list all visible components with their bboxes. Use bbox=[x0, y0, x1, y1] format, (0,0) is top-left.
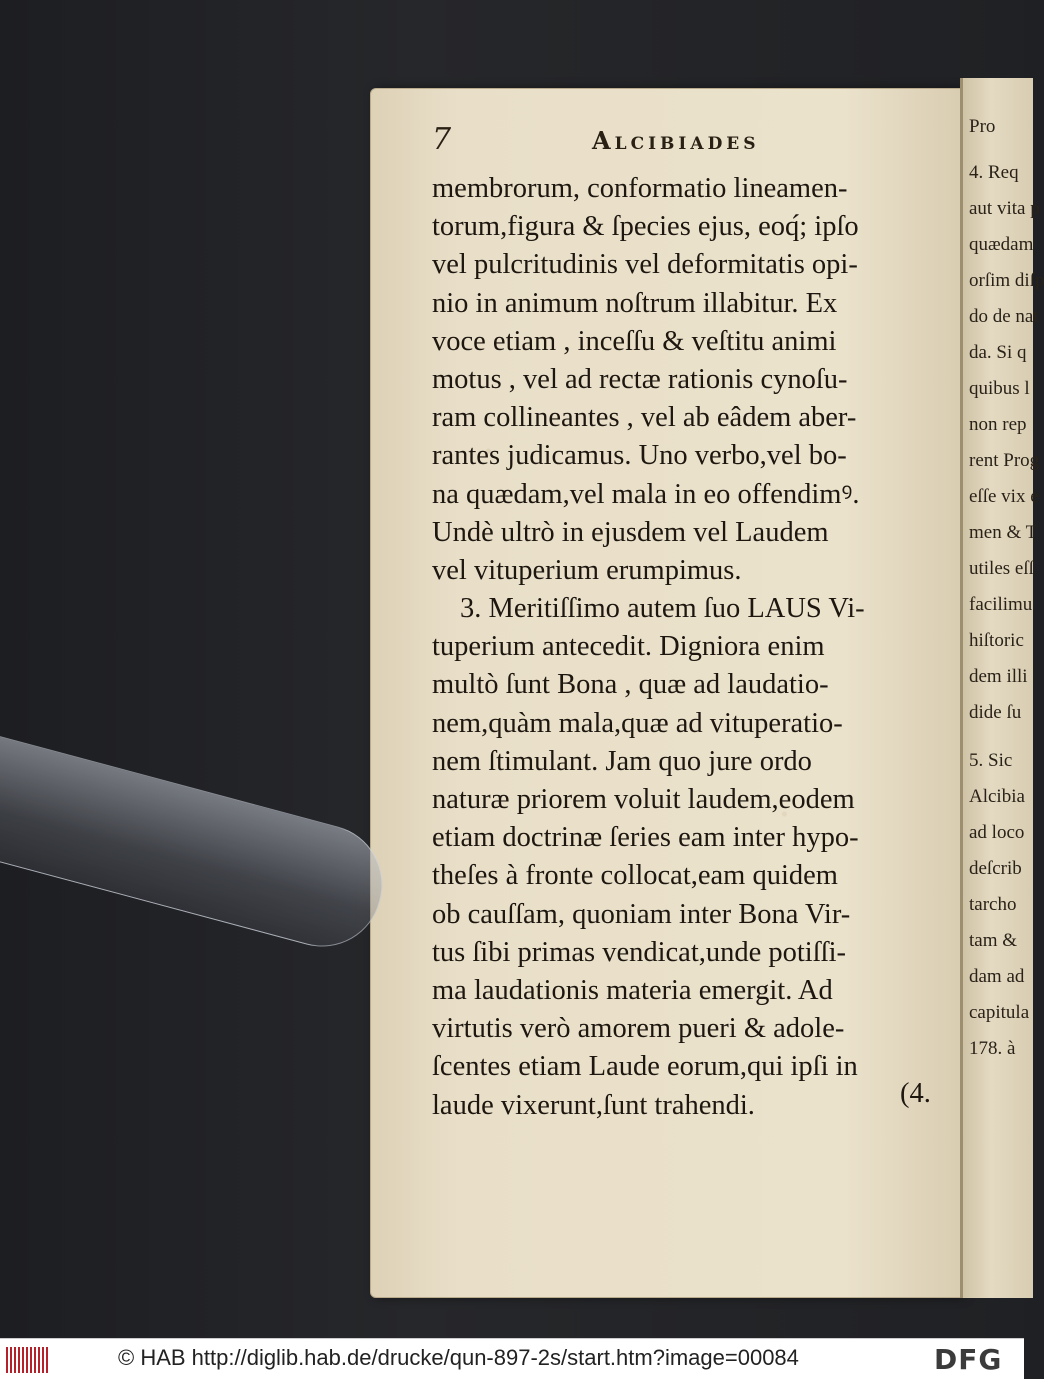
facing-page-line: non rep bbox=[969, 414, 1027, 435]
facing-page-edge bbox=[960, 78, 1044, 1298]
facing-page-line: do de nat bbox=[969, 306, 1039, 327]
text-line: nio in animum noſtrum illabitur. Ex bbox=[432, 287, 838, 319]
text-line: ſcentes etiam Laude eorum,qui ipſi in bbox=[432, 1051, 858, 1083]
facing-page-line: hiſtoric bbox=[969, 630, 1024, 651]
text-line: naturæ priorem voluit laudem,eodem bbox=[432, 784, 855, 815]
facing-page-line: 178. à bbox=[969, 1038, 1016, 1059]
left-cover-board bbox=[0, 0, 355, 1338]
text-line: vel pulcritudinis vel deformitatis opi- bbox=[432, 249, 858, 281]
dfg-logo[interactable]: DFG bbox=[934, 1343, 1003, 1376]
facing-page-line: quædam bbox=[969, 234, 1034, 255]
facing-page-line: utiles eſſ bbox=[969, 558, 1034, 579]
facing-page-line: facilimu bbox=[969, 594, 1033, 615]
footer-bar bbox=[0, 1338, 1024, 1379]
facing-page-line: ad loco bbox=[969, 822, 1025, 843]
text-line: nem,quàm mala,quæ ad vituperatio- bbox=[432, 707, 843, 739]
text-line: 3. Meritiſſimo autem ſuo LAUS Vi- bbox=[460, 593, 865, 625]
facing-page-line: dam ad bbox=[969, 966, 1025, 987]
facing-page-line: 4. Req bbox=[969, 162, 1019, 183]
facing-page-line: Alcibia bbox=[969, 786, 1025, 807]
facing-page-line: capitula bbox=[969, 1002, 1030, 1023]
text-line: membrorum, conformatio lineamen- bbox=[432, 173, 848, 204]
text-line: theſes à fronte collocat,eam quidem bbox=[432, 860, 838, 892]
hab-logo-icon[interactable] bbox=[6, 1347, 48, 1373]
text-line: motus , vel ad rectæ rationis cynoſu- bbox=[432, 363, 848, 395]
text-line: na quædam,vel mala in eo offendimꝰ. bbox=[432, 478, 860, 510]
text-line: multò ſunt Bona , quæ ad laudatio- bbox=[432, 669, 829, 701]
facing-page-line: aut vita p bbox=[969, 198, 1040, 219]
facing-page-line: Pro bbox=[969, 116, 996, 137]
facing-page-line: orſim diſp bbox=[969, 270, 1044, 291]
running-head bbox=[432, 122, 872, 162]
text-line: tuperium antecedit. Digniora enim bbox=[432, 631, 825, 663]
text-line: ma laudationis materia emergit. Ad bbox=[432, 974, 833, 1006]
text-line: ob cauſſam, quoniam inter Bona Vir- bbox=[432, 898, 851, 930]
body-text bbox=[432, 170, 952, 1125]
text-line: etiam doctrinæ ſeries eam inter hypo- bbox=[432, 822, 859, 854]
facing-page-line: rent Prog bbox=[969, 450, 1040, 471]
text-line: laude vixerunt,ſunt trahendi. bbox=[432, 1089, 755, 1121]
facing-page-line: 5. Sic bbox=[969, 750, 1013, 771]
facing-page-line: deſcrib bbox=[969, 858, 1022, 879]
facing-page-line: dide ſu bbox=[969, 702, 1022, 723]
page-number: 7 bbox=[432, 122, 452, 157]
text-line: Undè ultrò in ejusdem vel Laudem bbox=[432, 516, 829, 548]
text-line: vel vituperium erumpimus. bbox=[432, 554, 742, 586]
text-line: nem ſtimulant. Jam quo jure ordo bbox=[432, 745, 812, 777]
facing-page-line: dem illi bbox=[969, 666, 1028, 687]
text-line: virtutis verò amorem pueri & adole- bbox=[432, 1013, 845, 1045]
facing-page-line: men & T bbox=[969, 522, 1038, 543]
facing-page-line: tarcho bbox=[969, 894, 1017, 915]
text-line: tus ſibi primas vendicat,unde potiſſi- bbox=[432, 936, 846, 968]
text-line: voce etiam , inceſſu & veſtitu animi bbox=[432, 325, 837, 357]
running-head-title: Alcibiades bbox=[592, 126, 760, 155]
text-line: torum,figura & ſpecies ejus, eoq́; ipſo bbox=[432, 211, 859, 243]
text-line: ram collineantes , vel ab eâdem aber- bbox=[432, 402, 857, 434]
facing-page-line: quibus l bbox=[969, 378, 1030, 399]
source-link[interactable]: © HAB http://diglib.hab.de/drucke/qun-897-2s/start.htm?image=00084 bbox=[118, 1345, 799, 1370]
facing-page-line: eſſe vix e bbox=[969, 486, 1039, 507]
text-line: rantes judicamus. Uno verbo,vel bo- bbox=[432, 440, 847, 472]
facing-page-line: da. Si q bbox=[969, 342, 1027, 363]
catchword: (4. bbox=[900, 1078, 931, 1109]
facing-page-line: tam & bbox=[969, 930, 1018, 951]
